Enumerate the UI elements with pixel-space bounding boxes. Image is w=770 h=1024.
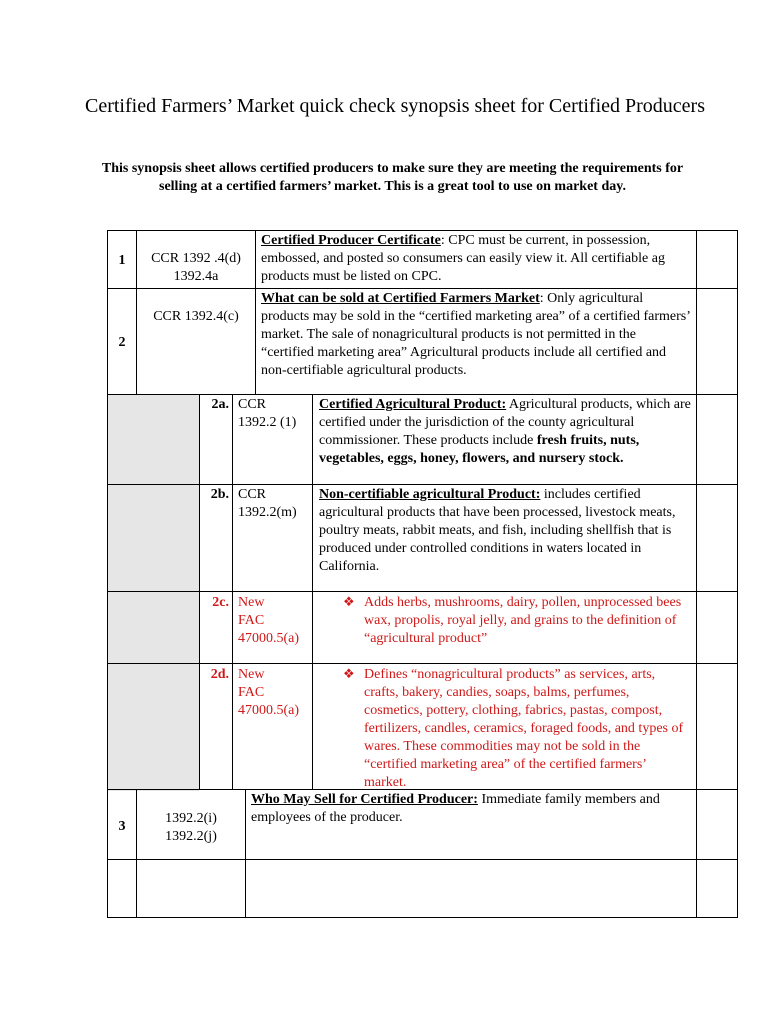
row-description: Adds herbs, mushrooms, dairy, pollen, unprocessed bees wax, propolis, royal jelly, and grains to the definition of “agricultural product” bbox=[364, 595, 682, 646]
row-description: Defines “nonagricultural products” as services, arts, crafts, bakery, candies, soaps, balms, perfumes, cosmetics, pottery, clothing, fabrics, pastas, compost, fertilizers, candles, ceramics, foraged foods, and types of wares. These commodities may not be sold in the “certified marketing area” of the certified farmers’ market. bbox=[364, 667, 684, 790]
row-text: : CPC must be current, in possession, embossed, and posted so consumers can easily view it. All certifiable ag products must be listed on CPC. bbox=[261, 233, 665, 284]
regulation-ref: CCR 1392.2 (1) bbox=[238, 397, 297, 430]
regulation-ref: New FAC 47000.5(a) bbox=[238, 595, 300, 646]
regulation-ref: CCR 1392.4(c) bbox=[153, 309, 239, 324]
row-text: : Only agricultural products may be sold in the “certified marketing area” of a certified farmers’ market. The sale of nonagricultural products is not permitted in the “certified marketing area” Agricultural products include all certified and non-certifiable agricultural products. bbox=[261, 291, 690, 378]
shade-block bbox=[108, 395, 199, 791]
diamond-bullet-icon: ❖ bbox=[343, 594, 355, 609]
row-description bbox=[319, 396, 691, 468]
regulation-ref: CCR 1392 .4(d) 1392.4a bbox=[151, 251, 241, 284]
sub-row-number: 2a. bbox=[211, 397, 229, 412]
row-description bbox=[319, 486, 691, 576]
row-text: Immediate family members and employees of the producer. bbox=[251, 792, 660, 825]
row-bold-text: fresh fruits, nuts, vegetables, eggs, honey, flowers, and nursery stock. bbox=[319, 433, 640, 466]
row-text: Agricultural products, which are certified under the jurisdiction of the county agricultural commissioner. These products include bbox=[319, 397, 691, 448]
diamond-bullet-icon: ❖ bbox=[343, 666, 355, 681]
row-number: 3 bbox=[118, 819, 126, 834]
row-heading: Certified Producer Certificate bbox=[261, 233, 441, 248]
row-number: 1 bbox=[118, 253, 126, 268]
row-description bbox=[261, 232, 691, 286]
regulation-ref: 1392.2(i) 1392.2(j) bbox=[165, 811, 217, 844]
row-heading: What can be sold at Certified Farmers Market bbox=[261, 291, 540, 306]
row-text: includes certified agricultural products that have been processed, livestock meats, poultry meats, rabbit meats, and fish, including shellfish that is produced under controlled conditions in waters located in California. bbox=[319, 487, 676, 574]
page-title: Certified Farmers’ Market quick check synopsis sheet for Certified Producers bbox=[85, 95, 705, 117]
regulation-ref: CCR 1392.2(m) bbox=[238, 487, 297, 520]
row-heading: Non-certifiable agricultural Product: bbox=[319, 487, 541, 502]
row-description bbox=[251, 791, 691, 827]
sub-row-number: 2c. bbox=[212, 595, 229, 610]
intro-paragraph: This synopsis sheet allows certified producers to make sure they are meeting the requirements for selling at a certified farmers’ market. This is a great tool to use on market day. bbox=[101, 161, 684, 194]
sub-row-number: 2d. bbox=[210, 667, 229, 682]
row-heading: Who May Sell for Certified Producer: bbox=[251, 792, 478, 807]
row-description bbox=[261, 290, 691, 380]
sub-row-number: 2b. bbox=[210, 487, 229, 502]
row-heading: Certified Agricultural Product: bbox=[319, 397, 507, 412]
regulation-ref: New FAC 47000.5(a) bbox=[238, 667, 300, 718]
row-number: 2 bbox=[118, 335, 126, 350]
